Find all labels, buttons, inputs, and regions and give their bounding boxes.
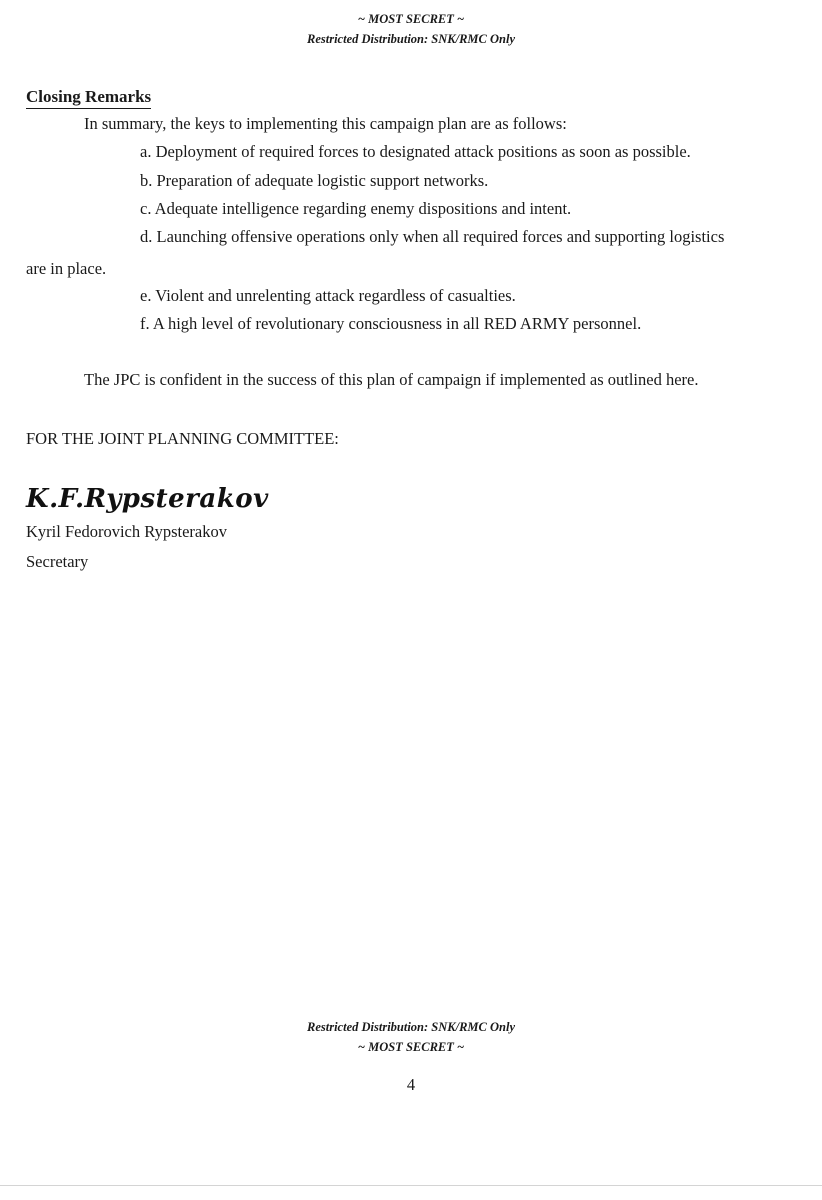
- conclusion-paragraph: The JPC is confident in the success of this plan of campaign if implemented as outlined here.: [84, 370, 699, 389]
- list-item-f: f. A high level of revolutionary consciousness in all RED ARMY personnel.: [140, 314, 642, 333]
- intro-paragraph: In summary, the keys to implementing this campaign plan are as follows:: [84, 114, 567, 133]
- section-heading: Closing Remarks: [26, 86, 151, 109]
- footer-distribution: Restricted Distribution: SNK/RMC Only: [306, 1020, 516, 1034]
- footer-classification: ~ MOST SECRET ~: [357, 1040, 465, 1054]
- list-item-a: a. Deployment of required forces to designated attack positions as soon as possible.: [140, 142, 691, 161]
- header-classification: ~ MOST SECRET ~: [357, 12, 465, 26]
- list-item-d-continuation: are in place.: [26, 259, 107, 278]
- footer-classification-block: [0, 1017, 822, 1057]
- handwritten-signature: K.F.Rypsterakov: [26, 484, 269, 514]
- list-item-c: c. Adequate intelligence regarding enemy dispositions and intent.: [140, 199, 572, 218]
- signer-title: Secretary: [26, 552, 89, 571]
- header-distribution: Restricted Distribution: SNK/RMC Only: [306, 32, 516, 46]
- header-classification-block: [0, 9, 822, 49]
- for-committee-line: FOR THE JOINT PLANNING COMMITTEE:: [26, 429, 339, 448]
- list-item-d: d. Launching offensive operations only when all required forces and supporting logistics: [140, 227, 725, 246]
- scan-edge-divider: [0, 1185, 822, 1186]
- list-item-e: e. Violent and unrelenting attack regardless of casualties.: [140, 286, 516, 305]
- signer-name: Kyril Fedorovich Rypsterakov: [26, 522, 227, 541]
- list-item-b: b. Preparation of adequate logistic support networks.: [140, 171, 489, 190]
- page-number: 4: [406, 1075, 416, 1094]
